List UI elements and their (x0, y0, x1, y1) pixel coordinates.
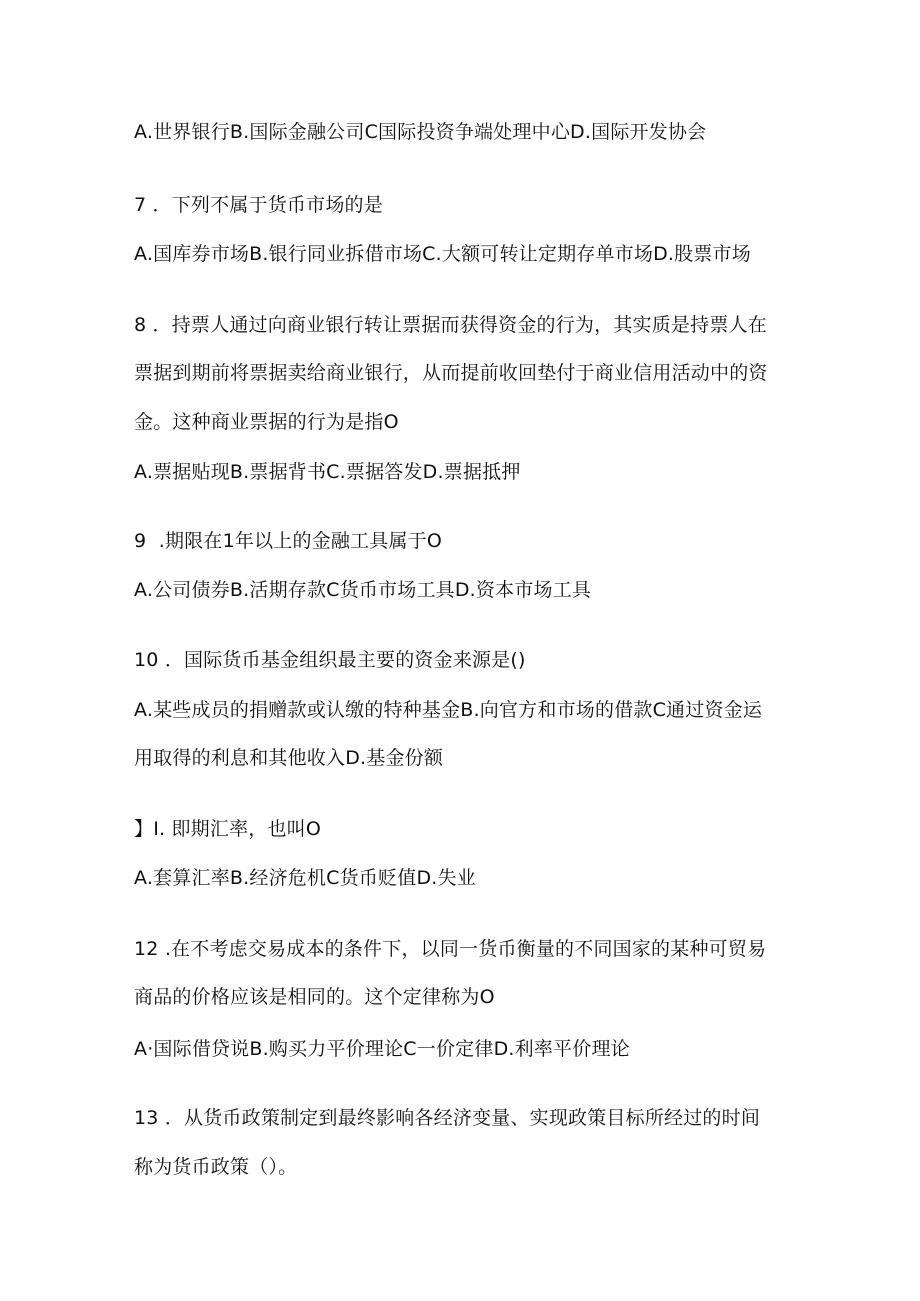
q12-options: A·国际借贷说B.购买力平价理论C一价定律D.利率平价理论 (134, 1038, 630, 1060)
q10-options-line-2: 用取得的利息和其他收入D.基金份额 (134, 747, 444, 769)
q10-question: 10 ．国际货币基金组织最主要的资金来源是() (134, 649, 526, 671)
q11-question: 】I. 即期汇率，也叫O (134, 818, 322, 840)
q7-options: A.国库券市场B.银行同业拆借市场C.大额可转让定期存单市场D.股票市场 (134, 243, 751, 265)
q9-options: A.公司债券B.活期存款C货币市场工具D.资本市场工具 (134, 579, 592, 601)
q8-question-line-3: 金。这种商业票据的行为是指O (134, 411, 399, 433)
q12-question-line-2: 商品的价格应该是相同的。这个定律称为O (134, 986, 495, 1008)
q13-question-line-1: 13 ．从货币政策制定到最终影响各经济变量、实现政策目标所经过的时间 (134, 1107, 761, 1129)
q9-question: 9 .期限在1年以上的金融工具属于O (134, 530, 443, 552)
q11-options: A.套算汇率B.经济危机C货币贬值D.失业 (134, 867, 476, 889)
q8-question-line-1: 8 ．持票人通过向商业银行转让票据而获得资金的行为，其实质是持票人在 (134, 314, 767, 336)
q12-question-line-1: 12 .在不考虑交易成本的条件下，以同一货币衡量的不同国家的某种可贸易 (134, 938, 767, 960)
q8-options: A.票据贴现B.票据背书C.票据答发D.票据抵押 (134, 461, 521, 483)
q13-question-line-2: 称为货币政策（）。 (134, 1156, 298, 1178)
q6-options: A.世界银行B.国际金融公司C国际投资争端处理中心D.国际开发协会 (134, 121, 707, 143)
q8-question-line-2: 票据到期前将票据卖给商业银行，从而提前收回垫付于商业信用活动中的资 (134, 362, 768, 384)
q10-options-line-1: A.某些成员的捐赠款或认缴的特种基金B.向官方和市场的借款C通过资金运 (134, 699, 763, 721)
q7-question: 7 ．下列不属于货币市场的是 (134, 194, 383, 216)
